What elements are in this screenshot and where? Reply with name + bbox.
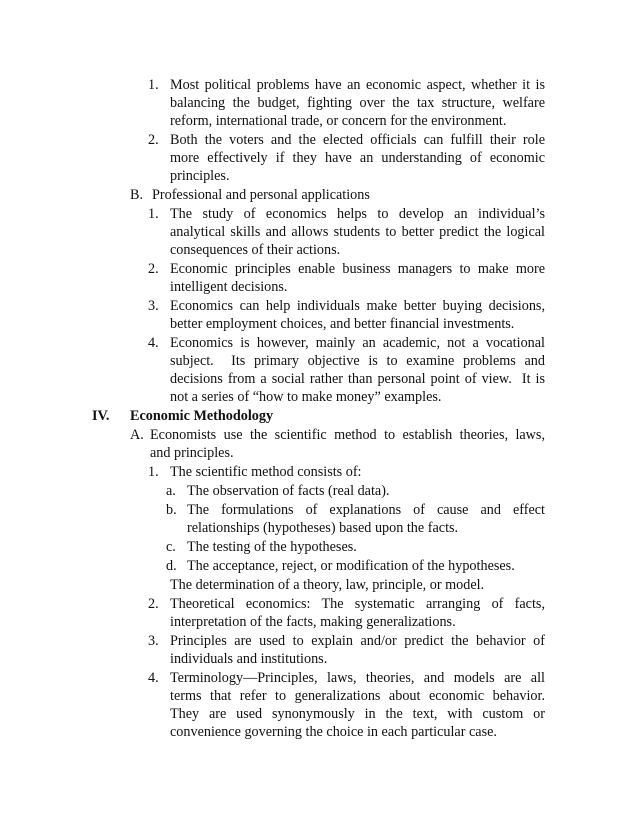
item-text-line: Economics is however, mainly an academic, not a vocational bbox=[170, 335, 545, 351]
item-text-line: Theoretical economics: The systematic arranging of facts, bbox=[170, 596, 545, 612]
item-text-line: The scientific method consists of: bbox=[170, 464, 362, 480]
item-number: 1. bbox=[148, 464, 159, 480]
item-text-line: individuals and institutions. bbox=[170, 651, 328, 667]
section-numeral: IV. bbox=[92, 408, 110, 424]
item-text-line: subject. Its primary objective is to examine problems and bbox=[170, 353, 545, 369]
subitem-text-line: The acceptance, reject, or modification of the hypotheses. bbox=[187, 558, 515, 574]
subsection-letter: B. bbox=[130, 187, 144, 203]
item-text-line: reform, international trade, or concern for the environment. bbox=[170, 113, 507, 129]
item-text-line: Most political problems have an economic aspect, whether it is bbox=[170, 77, 545, 93]
item-number: 2. bbox=[148, 261, 159, 277]
subitem-text-line: The formulations of explanations of cause and effect bbox=[187, 502, 545, 518]
item-number: 3. bbox=[148, 298, 159, 314]
item-text-line: Principles are used to explain and/or predict the behavior of bbox=[170, 633, 545, 649]
item-closing-line: The determination of a theory, law, principle, or model. bbox=[170, 577, 485, 593]
item-text-line: interpretation of the facts, making generalizations. bbox=[170, 614, 456, 630]
item-text-line: balancing the budget, fighting over the tax structure, welfare bbox=[170, 95, 545, 111]
subsection-title: Professional and personal applications bbox=[152, 187, 370, 203]
item-number: 3. bbox=[148, 633, 159, 649]
item-number: 2. bbox=[148, 132, 159, 148]
item-text-line: The study of economics helps to develop an individual’s bbox=[170, 206, 545, 222]
item-number: 1. bbox=[148, 77, 159, 93]
item-text-line: better employment choices, and better financial investments. bbox=[170, 316, 515, 332]
item-text-line: convenience governing the choice in each particular case. bbox=[170, 724, 497, 740]
item-text-line: Economics can help individuals make better buying decisions, bbox=[170, 298, 545, 314]
item-text-line: Both the voters and the elected officials can fulfill their role bbox=[170, 132, 545, 148]
subitem-text-line: relationships (hypotheses) based upon the facts. bbox=[187, 520, 459, 536]
item-text-line: Economic principles enable business managers to make more bbox=[170, 261, 545, 277]
subsection-text-line: Economists use the scientific method to establish theories, laws, bbox=[150, 427, 545, 443]
subitem-letter: c. bbox=[166, 539, 176, 555]
item-number: 2. bbox=[148, 596, 159, 612]
item-text-line: intelligent decisions. bbox=[170, 279, 288, 295]
item-text-line: terms that refer to generalizations about economic behavior. bbox=[170, 688, 545, 704]
item-text-line: principles. bbox=[170, 168, 230, 184]
item-text-line: decisions from a social rather than personal point of view. It is bbox=[170, 371, 545, 387]
subsection-letter: A. bbox=[130, 427, 144, 443]
subitem-letter: a. bbox=[166, 483, 176, 499]
item-text-line: Terminology—Principles, laws, theories, and models are all bbox=[170, 670, 545, 686]
subitem-text-line: The observation of facts (real data). bbox=[187, 483, 390, 499]
item-number: 4. bbox=[148, 670, 159, 686]
item-number: 1. bbox=[148, 206, 159, 222]
item-text-line: consequences of their actions. bbox=[170, 242, 341, 258]
item-number: 4. bbox=[148, 335, 159, 351]
subitem-text-line: The testing of the hypotheses. bbox=[187, 539, 357, 555]
item-text-line: more effectively if they have an understanding of economic bbox=[170, 150, 545, 166]
item-text-line: not a series of “how to make money” examples. bbox=[170, 389, 442, 405]
subitem-letter: d. bbox=[166, 558, 177, 574]
subsection-text-line: and principles. bbox=[150, 445, 234, 461]
subitem-letter: b. bbox=[166, 502, 177, 518]
item-text-line: analytical skills and allows students to better predict the logical bbox=[170, 224, 545, 240]
section-title: Economic Methodology bbox=[130, 408, 274, 424]
item-text-line: They are used synonymously in the text, with custom or bbox=[170, 706, 545, 722]
